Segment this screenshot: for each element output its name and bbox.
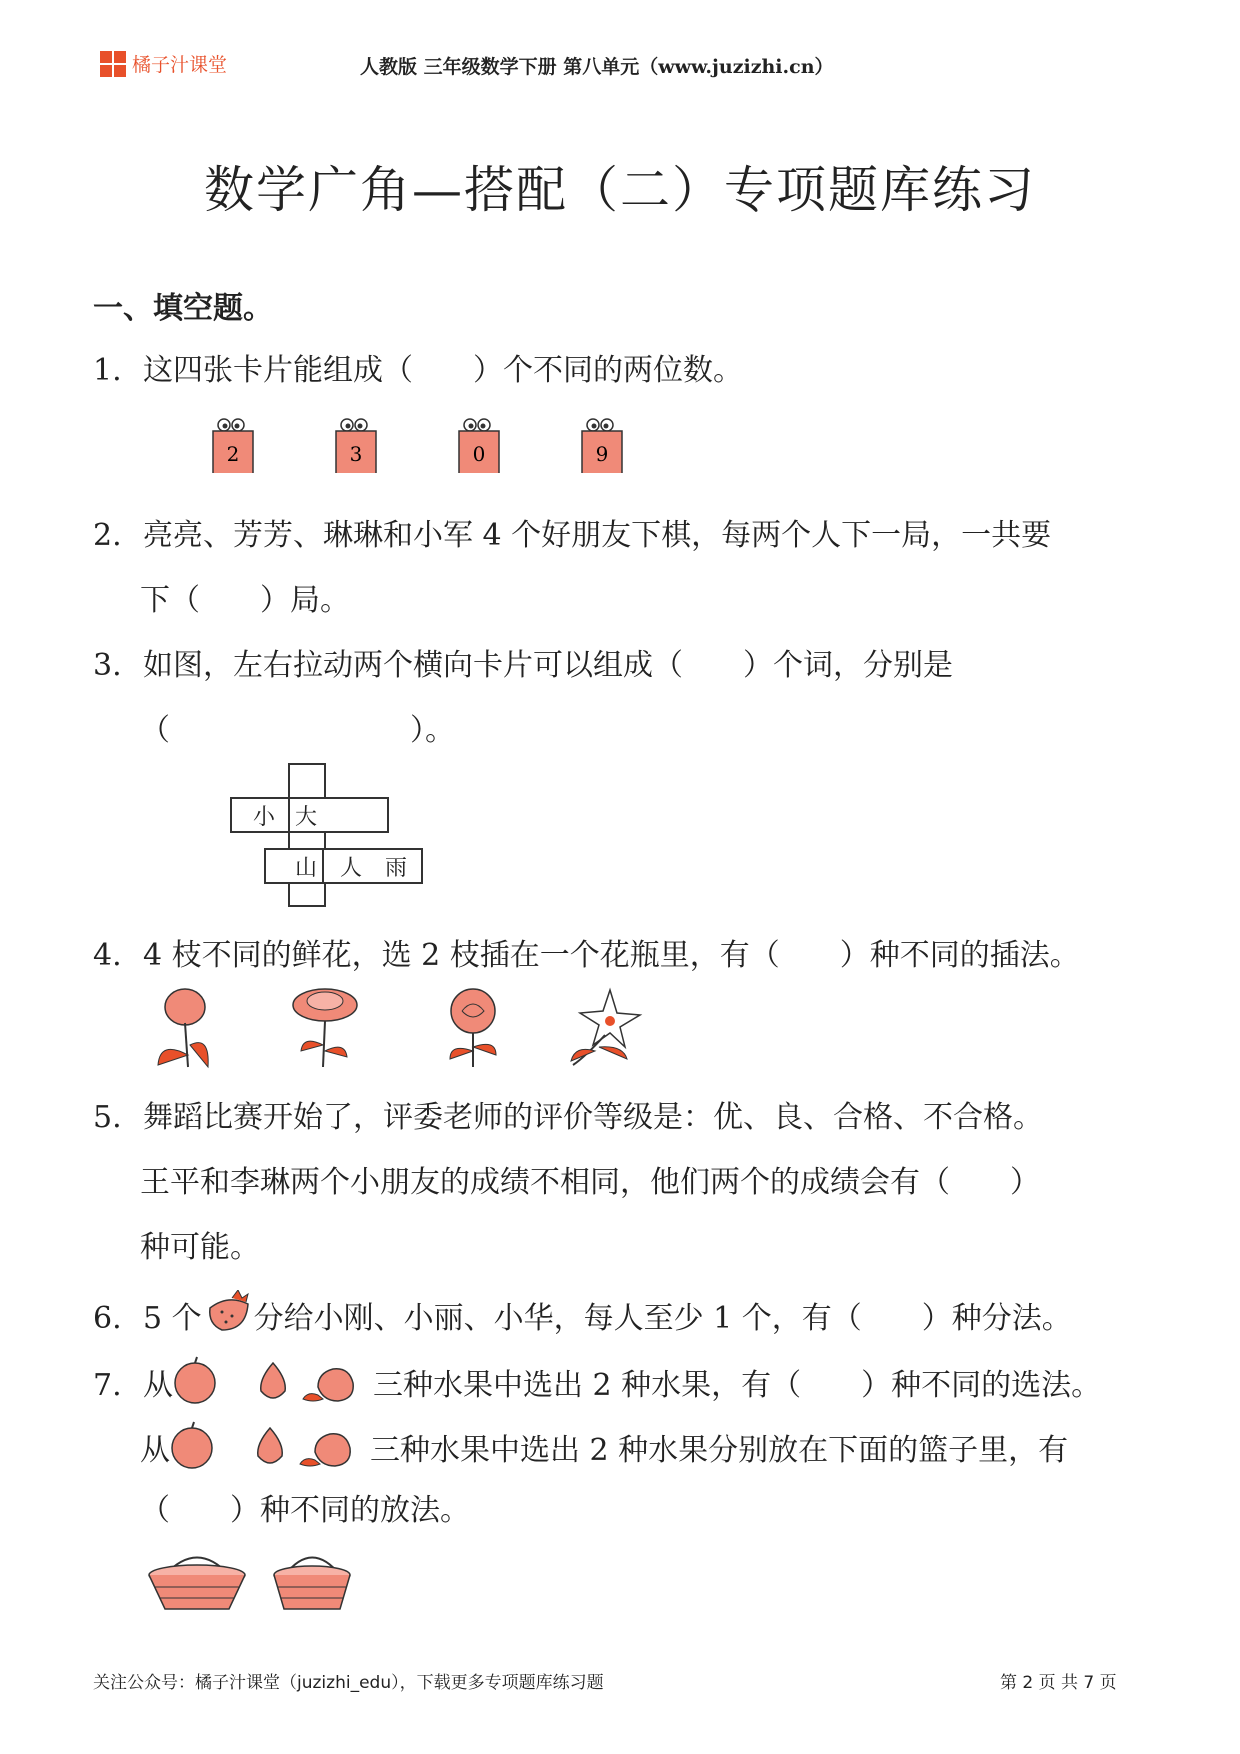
question-text: 从 bbox=[140, 1433, 170, 1468]
word-cell: 山 bbox=[295, 856, 318, 881]
question-7 bbox=[93, 1355, 1101, 1405]
word-cell: 大 bbox=[295, 805, 318, 830]
question-5-cont: 王平和李琳两个小朋友的成绩不相同，他们两个的成绩会有（ ） bbox=[140, 1165, 1040, 1200]
question-4 bbox=[93, 930, 1080, 974]
vertical-card bbox=[288, 763, 326, 907]
question-7-cont2: （ ）种不同的放法。 bbox=[140, 1493, 470, 1528]
question-text: 5 个 bbox=[143, 1301, 202, 1336]
card-digit: 0 bbox=[472, 442, 486, 466]
question-number: 7. bbox=[93, 1368, 122, 1403]
header-title: 人教版 三年级数学下册 第八单元（www.juzizhi.cn） bbox=[360, 56, 834, 78]
card-digit: 9 bbox=[595, 442, 609, 466]
chrysanthemum-icon bbox=[285, 985, 365, 1070]
card-icon bbox=[205, 415, 259, 473]
question-number: 6. bbox=[93, 1301, 122, 1336]
logo-icon bbox=[100, 51, 126, 77]
basket-icon bbox=[145, 1545, 250, 1615]
section-heading: 一、填空题。 bbox=[93, 291, 273, 326]
strawberry-icon bbox=[202, 1290, 254, 1334]
footer-note: 关注公众号：橘子汁课堂（juzizhi_edu），下载更多专项题库练习题 bbox=[93, 1673, 604, 1693]
question-1 bbox=[93, 345, 743, 389]
question-text: 分给小刚、小丽、小华，每人至少 1 个，有（ ）种分法。 bbox=[253, 1301, 1072, 1336]
question-number: 3. bbox=[93, 648, 122, 683]
card-digit: 2 bbox=[226, 442, 240, 466]
question-number: 1. bbox=[93, 353, 122, 388]
card-icon bbox=[451, 415, 505, 473]
question-text: 从 bbox=[143, 1368, 173, 1403]
basket-icon bbox=[270, 1545, 355, 1615]
question-text: 三种水果中选出 2 种水果，有（ ）种不同的选法。 bbox=[373, 1368, 1102, 1403]
question-text: 4 枝不同的鲜花，选 2 枝插在一个花瓶里，有（ ）种不同的插法。 bbox=[143, 938, 1080, 973]
lily-icon bbox=[565, 985, 650, 1070]
question-number: 5. bbox=[93, 1100, 122, 1135]
word-cell: 小 bbox=[253, 805, 276, 830]
question-7-cont bbox=[140, 1420, 1068, 1470]
header-logo bbox=[100, 50, 227, 77]
question-3 bbox=[93, 640, 953, 684]
divider bbox=[288, 797, 290, 833]
word-cell: 雨 bbox=[385, 856, 408, 881]
question-3-cont: （ ）。 bbox=[140, 713, 455, 748]
question-5-cont2: 种可能。 bbox=[140, 1230, 260, 1265]
page-title: 数学广角—搭配（二）专项题库练习 bbox=[204, 161, 1036, 219]
question-2-cont: 下（ ）局。 bbox=[140, 583, 350, 618]
tulip-icon bbox=[150, 985, 220, 1070]
rose-icon bbox=[440, 985, 510, 1070]
question-2 bbox=[93, 510, 1051, 554]
logo-text: 橘子汁课堂 bbox=[132, 54, 228, 76]
card-icon bbox=[574, 415, 628, 473]
question-number: 2. bbox=[93, 518, 122, 553]
divider bbox=[322, 848, 324, 884]
page-number: 第 2 页 共 7 页 bbox=[1000, 1673, 1117, 1693]
fruits-icon bbox=[170, 1420, 370, 1470]
question-text: 如图，左右拉动两个横向卡片可以组成（ ）个词，分别是 bbox=[143, 648, 953, 683]
fruits-icon bbox=[173, 1355, 373, 1405]
question-6 bbox=[93, 1290, 1072, 1337]
question-text: 三种水果中选出 2 种水果分别放在下面的篮子里，有 bbox=[370, 1433, 1069, 1468]
question-5 bbox=[93, 1092, 1043, 1136]
card-digit: 3 bbox=[349, 442, 363, 466]
word-cell: 人 bbox=[340, 856, 363, 881]
question-text: 舞蹈比赛开始了，评委老师的评价等级是：优、良、合格、不合格。 bbox=[143, 1100, 1043, 1135]
question-number: 4. bbox=[93, 938, 122, 973]
question-text: 这四张卡片能组成（ ）个不同的两位数。 bbox=[143, 353, 743, 388]
question-text: 亮亮、芳芳、琳琳和小军 4 个好朋友下棋，每两个人下一局，一共要 bbox=[143, 518, 1052, 553]
card-icon bbox=[328, 415, 382, 473]
